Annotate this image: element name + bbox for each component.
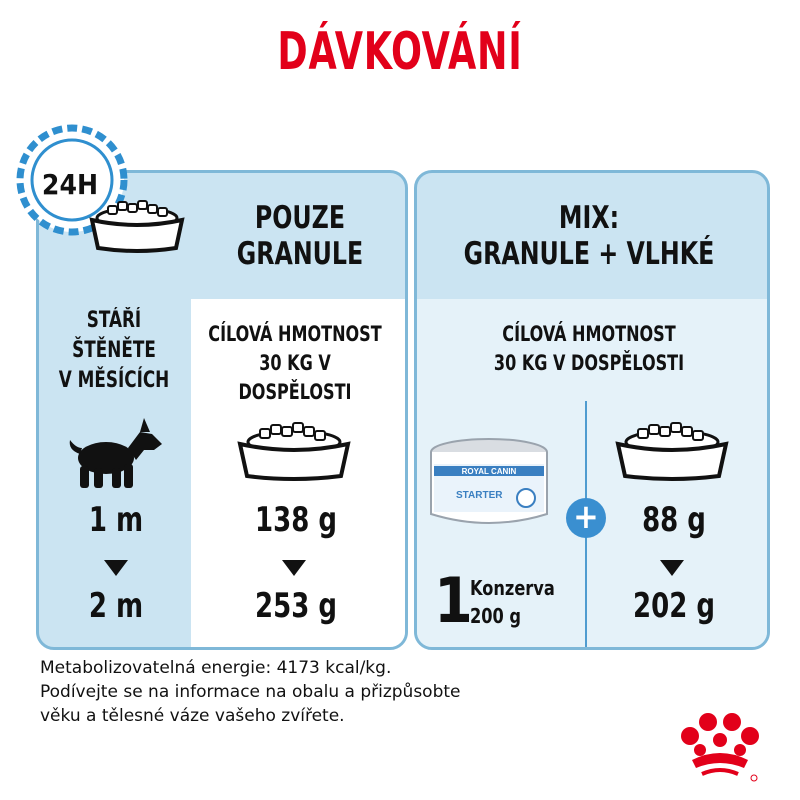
right-target-line2: 30 KG V DOSPĚLOSTI [493, 351, 685, 375]
footer-note [40, 656, 461, 728]
puppy-icon [66, 414, 166, 490]
crown-logo-icon [678, 706, 762, 786]
age-from: 1 m [88, 500, 144, 540]
can-product: STARTER [456, 490, 503, 501]
food-can-icon [426, 436, 552, 532]
arrow-down-icon [104, 560, 128, 576]
left-heading [215, 200, 385, 272]
dry-grams-from: 138 g [255, 500, 337, 540]
right-heading [440, 200, 738, 272]
plus-icon: + [566, 498, 606, 538]
page-title: DÁVKOVÁNÍ [277, 22, 523, 82]
left-target-line2: 30 KG V DOSPĚLOSTI [238, 351, 352, 404]
mix-grams-from: 88 g [642, 500, 706, 540]
food-bowl-icon [612, 418, 732, 482]
footer-line3: věku a tělesné váze vašeho zvířete. [40, 706, 345, 726]
can-unit: Konzerva [470, 576, 555, 600]
arrow-down-icon [282, 560, 306, 576]
arrow-down-icon [660, 560, 684, 576]
food-bowl-icon [234, 418, 354, 482]
can-count: 1 [434, 564, 473, 637]
age-label-line1: STÁŘÍ [86, 308, 142, 333]
right-target-label [440, 320, 738, 378]
left-heading-line2: GRANULE [236, 236, 364, 272]
left-target-line1: CÍLOVÁ HMOTNOST [208, 322, 382, 346]
left-target-label [204, 320, 386, 407]
can-brand: ROYAL CANIN [461, 467, 517, 476]
age-to: 2 m [88, 586, 144, 626]
footer-line1: Metabolizovatelná energie: 4173 kcal/kg. [40, 658, 392, 678]
can-weight: 200 g [470, 604, 522, 628]
clock-label: 24H [41, 168, 99, 201]
footer-line2: Podívejte se na informace na obalu a přizpůsobte [40, 682, 461, 702]
right-heading-line1: MIX: [558, 200, 620, 236]
food-bowl-icon [86, 196, 188, 254]
right-target-line1: CÍLOVÁ HMOTNOST [502, 322, 676, 346]
age-label-line2: ŠTĚNĚTE [72, 338, 156, 363]
mix-grams-to: 202 g [633, 586, 715, 626]
can-info [470, 574, 555, 630]
age-label [48, 306, 181, 396]
dry-grams-to: 253 g [255, 586, 337, 626]
left-heading-line1: POUZE [254, 200, 346, 236]
age-label-line3: V MĚSÍCÍCH [58, 368, 170, 393]
right-heading-line2: GRANULE + VLHKÉ [463, 236, 715, 272]
